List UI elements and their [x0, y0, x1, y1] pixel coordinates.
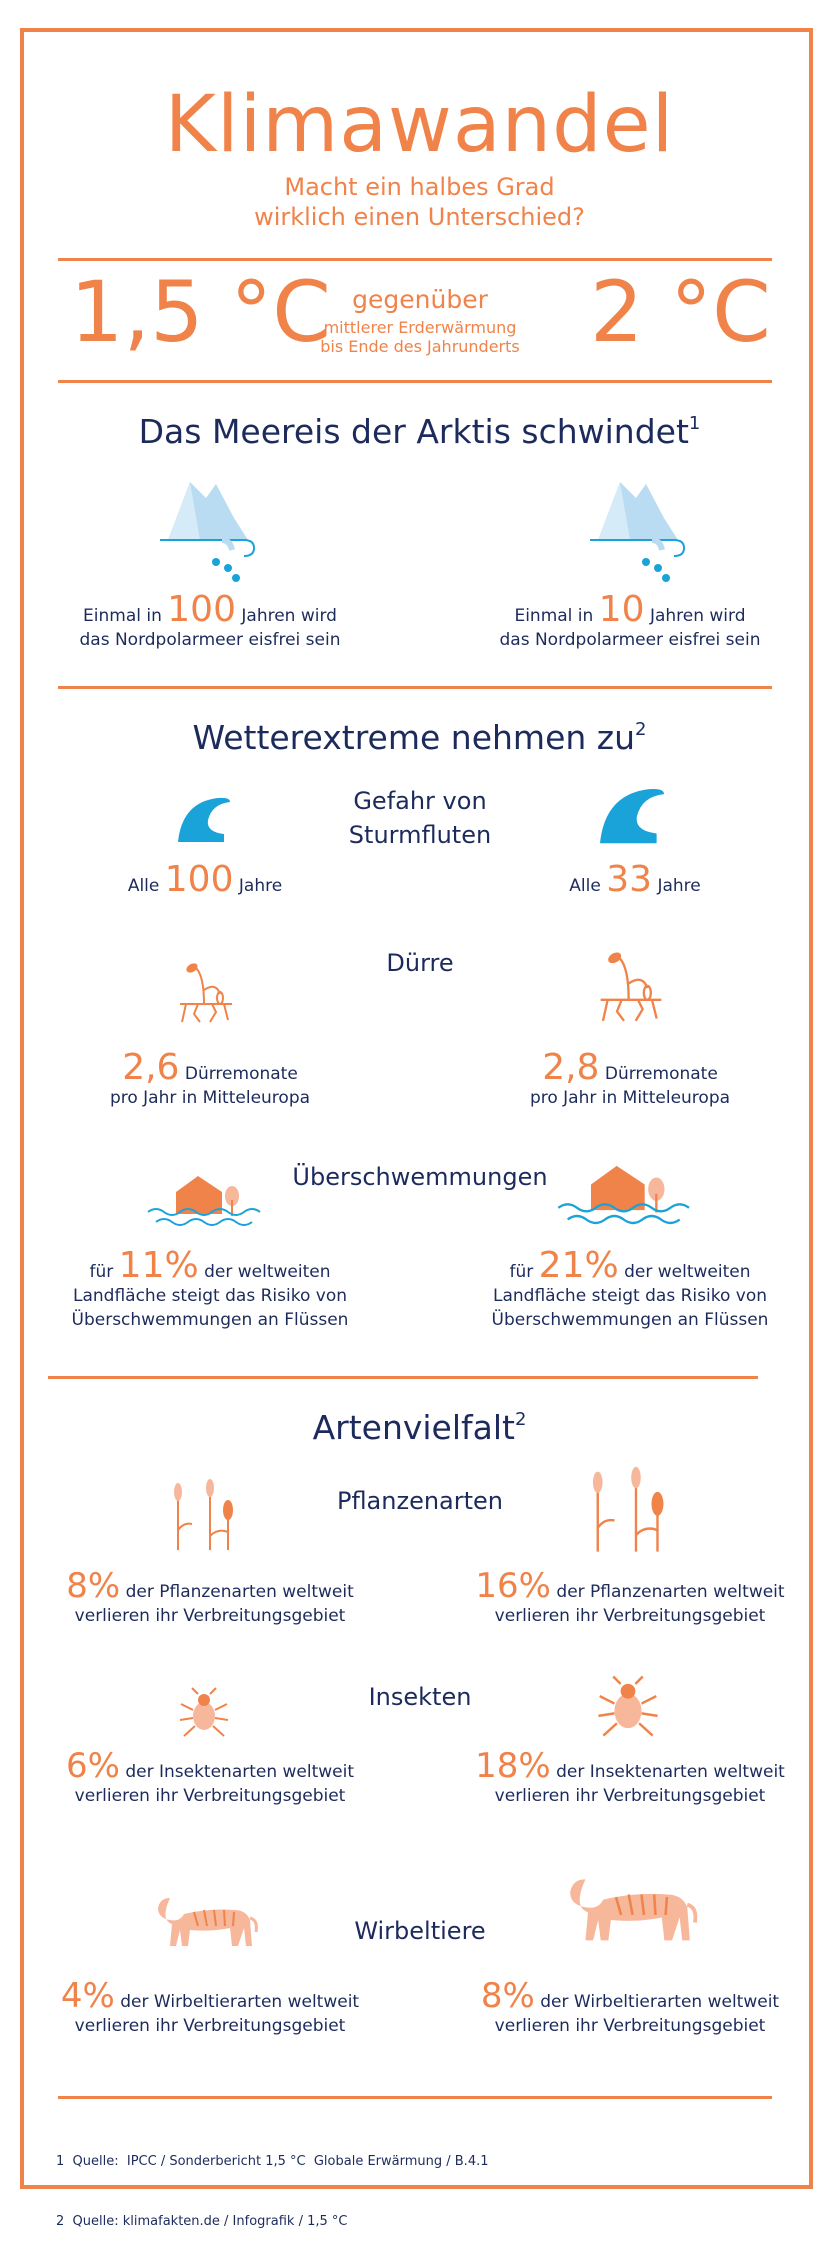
arctic-stat-left: Einmal in 100 Jahren wird das Nordpolarmeer eisfrei sein — [79, 589, 341, 650]
flood-stat-right: für 21% der weltweiten Landfläche steigt das Risiko von Überschwemmungen an Flüssen — [491, 1245, 769, 1330]
versus-label: gegenüber — [352, 285, 488, 314]
storm-stat-left: Alle 100 Jahre — [127, 859, 283, 900]
wilted-plant-icon — [596, 948, 666, 1026]
flood-label: Überschwemmungen — [292, 1163, 548, 1191]
footnotes — [56, 2112, 489, 2252]
wilted-plant-icon — [176, 960, 236, 1026]
divider — [58, 686, 772, 689]
flooded-house-icon — [556, 1158, 696, 1232]
arctic-stat-right: Einmal in 10 Jahren wird das Nordpolarmeer eisfrei sein — [499, 589, 761, 650]
plants-icon — [588, 1468, 672, 1554]
vertebrates-stat-right: 8% der Wirbeltierarten weltweit verlieren ihr Verbreitungsgebiet — [480, 1976, 780, 2036]
vertebrates-label: Wirbeltiere — [354, 1917, 486, 1945]
page-subtitle: Macht ein halbes Grad wirklich einen Unterschied? — [254, 173, 585, 231]
section-title-biodiversity: Artenvielfalt$^2$ — [312, 1408, 527, 1447]
plants-stat-left: 8% der Pflanzenarten weltweit verlieren ihr Verbreitungsgebiet — [66, 1566, 354, 1626]
page-title: Klimawandel — [164, 80, 675, 170]
tiger-icon — [150, 1888, 260, 1950]
insects-label: Insekten — [368, 1683, 472, 1711]
versus-block: gegenüber mittlerer Erderwärmung bis Ende des Jahrunderts — [300, 285, 540, 356]
wave-icon — [178, 796, 230, 842]
wave-icon — [600, 786, 664, 844]
temp-left: 1,5 °C — [70, 263, 331, 361]
divider — [58, 380, 772, 383]
footnote-1: 1 Quelle: IPCC / Sonderbericht 1,5 °C Globale Erwärmung / B.4.1 — [56, 2154, 489, 2169]
drought-label: Dürre — [386, 949, 454, 977]
plants-label: Pflanzenarten — [336, 1487, 504, 1515]
tiger-icon — [560, 1866, 700, 1946]
insects-stat-right: 18% der Insektenarten weltweit verlieren ihr Verbreitungsgebiet — [475, 1746, 785, 1806]
vertebrates-stat-left: 4% der Wirbeltierarten weltweit verlieren ihr Verbreitungsgebiet — [60, 1976, 360, 2036]
insects-stat-left: 6% der Insektenarten weltweit verlieren ihr Verbreitungsgebiet — [65, 1746, 355, 1806]
plants-icon — [170, 1480, 240, 1552]
insect-icon — [178, 1686, 230, 1738]
divider — [58, 258, 772, 261]
flood-stat-left: für 11% der weltweiten Landfläche steigt das Risiko von Überschwemmungen an Flüssen — [71, 1245, 349, 1330]
temp-right: 2 °C — [590, 263, 771, 361]
storm-stat-right: Alle 33 Jahre — [569, 859, 701, 900]
section-title-arctic: Das Meereis der Arktis schwindet$^1$ — [138, 412, 701, 451]
iceberg-icon — [160, 478, 255, 583]
storm-label: Gefahr von Sturmfluten — [348, 787, 492, 849]
section-title-weather: Wetterextreme nehmen $zu^2$ — [192, 718, 647, 757]
divider — [48, 1376, 758, 1379]
insect-icon — [596, 1674, 660, 1738]
drought-stat-left: 2,6 Dürremonate pro Jahr in Mitteleuropa — [109, 1047, 311, 1108]
drought-stat-right: 2,8 Dürremonate pro Jahr in Mitteleuropa — [529, 1047, 731, 1108]
flooded-house-icon — [146, 1170, 266, 1232]
plants-stat-right: 16% der Pflanzenarten weltweit verlieren ihr Verbreitungsgebiet — [475, 1566, 785, 1626]
iceberg-icon — [590, 478, 685, 583]
divider — [58, 2096, 772, 2099]
footnote-2: 2 Quelle: klimafakten.de / Infografik / 1,5 °C — [56, 2214, 348, 2229]
